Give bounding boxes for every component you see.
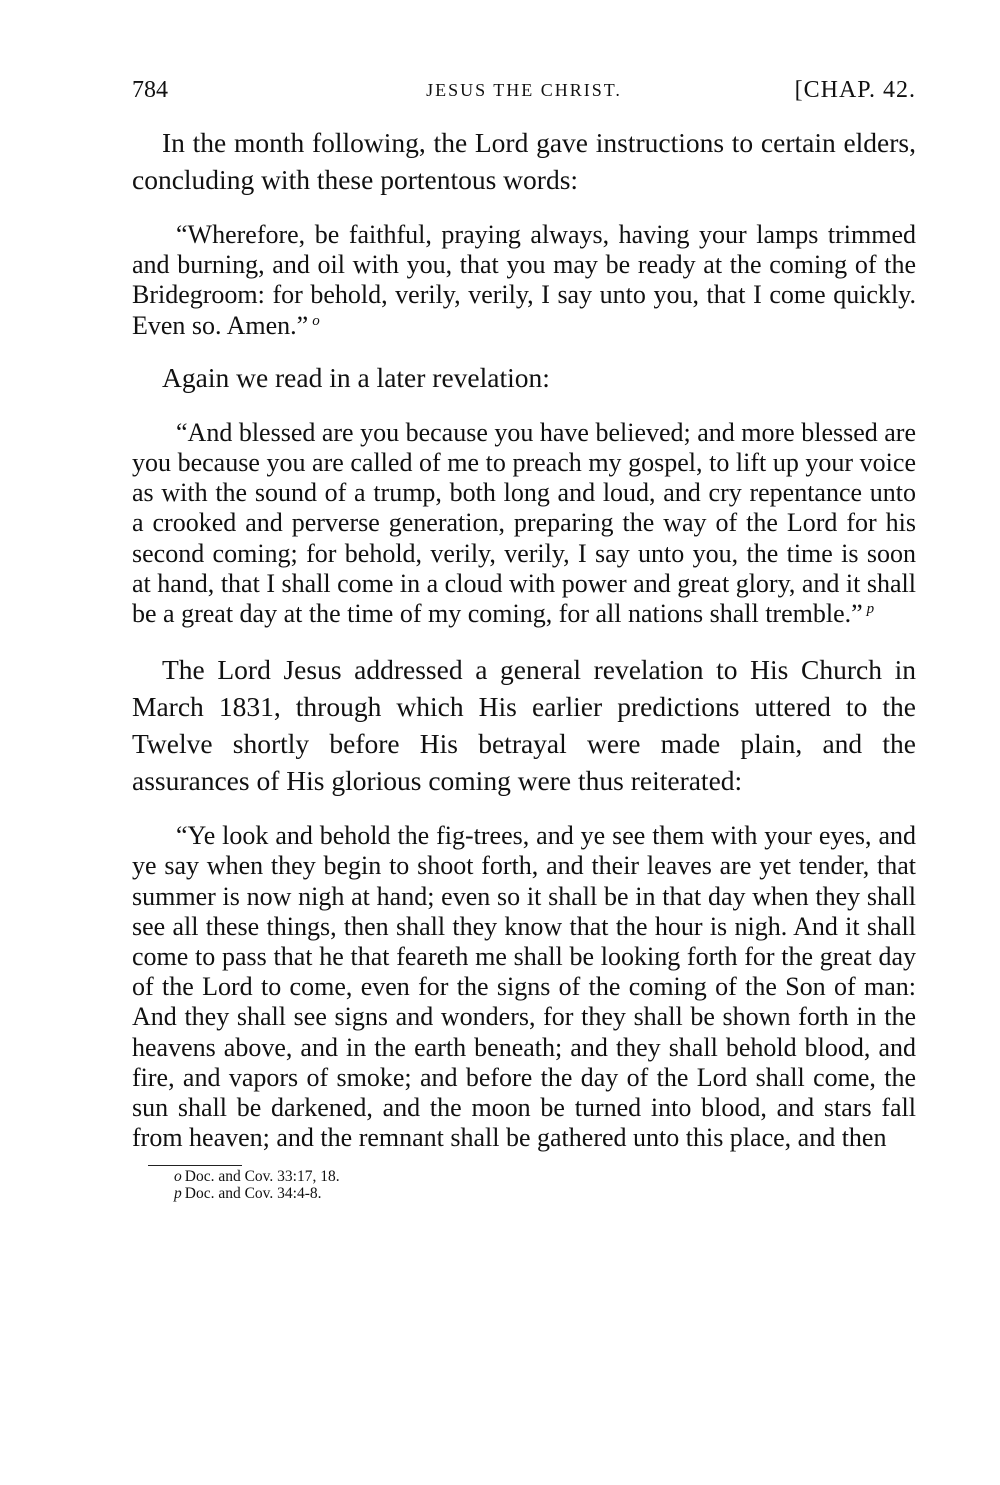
chapter-reference: [CHAP. 42. <box>794 77 916 103</box>
paragraph-general-revelation: The Lord Jesus addressed a general revelation to His Church in March 1831, through which His earlier predictions uttered to the Twelve shortly before His betrayal were made plain, and the assurances of His glorious coming were thus reiterated: <box>132 654 916 797</box>
page-header <box>132 74 916 106</box>
footnote-citation: Doc. and Cov. 33:17, 18. <box>184 1168 340 1186</box>
paragraph-lord-instructions: In the month following, the Lord gave instructions to certain elders, concluding with these portentous words: <box>132 127 916 195</box>
page-number: 784 <box>132 77 168 103</box>
footnote-ref-o: o <box>312 312 320 329</box>
quote-be-faithful <box>132 220 916 341</box>
footnote-citation: Doc. and Cov. 34:4-8. <box>184 1184 322 1202</box>
footnote-divider <box>148 1165 242 1166</box>
footnote-o <box>174 1169 916 1186</box>
footnote-mark: p <box>174 1184 182 1202</box>
quote-text: “Wherefore, be faithful, praying always, having your lamps trimmed and burning, and oil with you, that you may be ready at the coming of the Bridegroom: for behold, verily, verily, I say unto you, that I come quickly. Even so. Amen.” <box>132 220 916 340</box>
book-page <box>132 74 916 1202</box>
footnotes <box>174 1169 916 1202</box>
quote-text: “And blessed are you because you have believed; and more blessed are you because you are called of me to preach my gospel, to lift up your voice as with the sound of a trump, both long and loud, and cry repentance unto a crooked and perverse generation, preparing the way of the Lord for his second coming; for behold, verily, verily, I say unto you, the time is soon at hand, that I shall come in a cloud with power and great glory, and it shall be a great day at the time of my coming, for all nations shall tremble.” <box>132 417 916 629</box>
footnote-mark: o <box>174 1168 182 1186</box>
paragraph-later-revelation: Again we read in a later revelation: <box>162 361 550 393</box>
running-title: JESUS THE CHRIST. <box>426 80 622 100</box>
quote-blessed-are-you <box>132 418 916 629</box>
quote-fig-trees: “Ye look and behold the fig-trees, and ye see them with your eyes, and ye say when they begin to shoot forth, and their leaves are yet tender, that summer is now nigh at hand; even so it shall be in that day when they shall see all these things, then shall they know that the hour is nigh. And it shall come to pass that he that feareth me shall be looking forth for the great day of the Lord to come, even for the signs of the coming of the Son of man: And they shall see signs and wonders, for they shall be shown forth in the heavens above, and in the earth beneath; and they shall behold blood, and fire, and vapors of smoke; and before the day of the Lord shall come, the sun shall be darkened, and the moon be turned into blood, and stars fall from heaven; and the remnant shall be gathered unto this place, and then <box>132 821 916 1153</box>
footnote-p <box>174 1186 916 1203</box>
footnote-ref-p: p <box>866 601 875 618</box>
